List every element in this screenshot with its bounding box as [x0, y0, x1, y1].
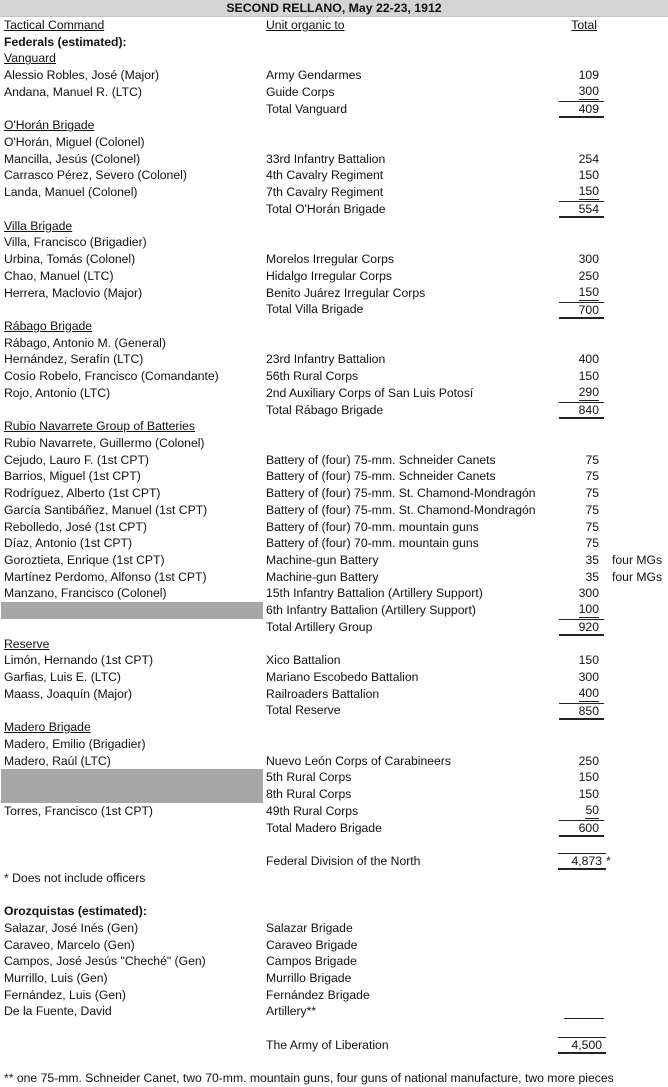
- commander-cell: Murrillo, Luis (Gen): [4, 970, 108, 985]
- total-value: 700: [559, 302, 604, 319]
- commander-cell: Carrasco Pérez, Severo (Colonel): [4, 168, 187, 183]
- table-row: [0, 686, 668, 703]
- strength-cell: 75: [585, 536, 599, 551]
- col-header-total: Total: [571, 18, 597, 32]
- spacer-row: [0, 1054, 668, 1071]
- total-row: [0, 301, 668, 318]
- note-cell: four MGs: [612, 569, 663, 584]
- commander-cell: Rebolledo, José (1st CPT): [4, 519, 147, 534]
- commander-cell: Rojo, Antonio (LTC): [4, 385, 111, 400]
- table-row: [0, 937, 668, 954]
- commander-cell: De la Fuente, David: [4, 1004, 112, 1019]
- unit-cell: Battery of (four) 70-mm. mountain guns: [266, 519, 479, 534]
- strength-cell: 300: [578, 83, 599, 98]
- table-row: [0, 268, 668, 285]
- unit-cell: Hidalgo Irregular Corps: [266, 268, 392, 283]
- spacer-row: [0, 1020, 668, 1037]
- total-row: [0, 853, 668, 870]
- table-row: [0, 569, 668, 586]
- total-label: Total Madero Brigade: [266, 820, 382, 835]
- strength-cell: 150: [578, 284, 599, 299]
- table-row: [0, 502, 668, 519]
- table-row: [0, 753, 668, 770]
- table-row: [0, 786, 668, 803]
- commander-cell: Madero, Raúl (LTC): [4, 753, 111, 768]
- table-row: [0, 602, 668, 619]
- table-row: [0, 234, 668, 251]
- total-row: [0, 1037, 668, 1054]
- total-label: Total Reserve: [266, 703, 341, 718]
- unit-cell: Machine-gun Battery: [266, 553, 379, 567]
- unit-cell: Mariano Escobedo Battalion: [266, 670, 419, 685]
- unit-cell: 33rd Infantry Battalion: [266, 151, 386, 166]
- group-heading: Villa Brigade: [4, 218, 73, 233]
- strength-cell: 100: [578, 602, 599, 617]
- commander-cell: Campos, José Jesús "Cheché" (Gen): [4, 954, 206, 969]
- table-row: [0, 468, 668, 485]
- commander-cell: O'Horán, Miguel (Colonel): [4, 135, 145, 150]
- section-heading: Orozquistas (estimated):: [4, 904, 147, 919]
- total-value: 920: [559, 619, 604, 636]
- table-body: [0, 34, 668, 1087]
- table-row: [0, 535, 668, 552]
- unit-cell: Battery of (four) 70-mm. mountain guns: [266, 536, 479, 551]
- total-label: Total Vanguard: [266, 101, 348, 116]
- unit-cell: Artillery**: [266, 1004, 317, 1019]
- total-label: Total Villa Brigade: [266, 302, 364, 317]
- unit-cell: 56th Rural Corps: [266, 369, 359, 384]
- total-row: [0, 702, 668, 719]
- total-label: Total Artillery Group: [266, 619, 373, 634]
- table-row: [0, 435, 668, 452]
- group-heading-row: [0, 218, 668, 235]
- strength-cell: 250: [578, 268, 599, 283]
- unit-cell: Murrillo Brigade: [266, 970, 352, 985]
- group-heading: Vanguard: [4, 51, 56, 66]
- total-value: 600: [559, 820, 604, 837]
- unit-cell: Battery of (four) 75-mm. Schneider Canets: [266, 469, 496, 484]
- commander-cell: Rodríguez, Alberto (1st CPT): [4, 486, 161, 501]
- group-heading-row: [0, 636, 668, 653]
- table-row: [0, 1003, 668, 1020]
- unit-cell: Morelos Irregular Corps: [266, 252, 395, 267]
- unit-cell: 6th Infantry Battalion (Artillery Support): [266, 603, 476, 618]
- strength-cell: 150: [578, 369, 599, 384]
- group-heading: Reserve: [4, 636, 50, 651]
- strength-cell: 75: [585, 452, 599, 467]
- table-row: [0, 652, 668, 669]
- col-header-tactical-command: Tactical Command: [4, 18, 105, 32]
- strength-cell: 150: [578, 770, 599, 785]
- redacted-cell-block: [1, 602, 263, 619]
- table-row: [0, 552, 668, 569]
- unit-cell: Campos Brigade: [266, 954, 357, 969]
- total-value: 554: [559, 201, 604, 218]
- note-cell: *: [606, 853, 611, 868]
- commander-cell: Rábago, Antonio M. (General): [4, 335, 166, 350]
- section-heading-row: [0, 34, 668, 51]
- table-row: [0, 184, 668, 201]
- commander-cell: Limón, Hernando (1st CPT): [4, 653, 154, 668]
- group-heading: Rábago Brigade: [4, 318, 93, 333]
- group-heading-row: [0, 50, 668, 67]
- strength-cell: 150: [578, 168, 599, 183]
- commander-cell: Martínez Perdomo, Alfonso (1st CPT): [4, 569, 207, 584]
- strength-cell: 35: [585, 553, 599, 567]
- total-row: [0, 619, 668, 636]
- table-row: [0, 285, 668, 302]
- commander-cell: Mancilla, Jesús (Colonel): [4, 151, 141, 166]
- commander-cell: * Does not include officers: [4, 870, 146, 885]
- commander-cell: Goroztieta, Enrique (1st CPT): [4, 553, 165, 567]
- total-label: Total Rábago Brigade: [266, 402, 384, 417]
- unit-cell: 2nd Auxiliary Corps of San Luis Potosí: [266, 385, 474, 400]
- table-row: [0, 151, 668, 168]
- strength-cell: 75: [585, 502, 599, 517]
- table-row: [0, 335, 668, 352]
- unit-cell: Battery of (four) 75-mm. Schneider Canets: [266, 452, 496, 467]
- unit-cell: Railroaders Battalion: [266, 686, 380, 701]
- table-row: [0, 84, 668, 101]
- table-row: [0, 803, 668, 820]
- column-header-row: [0, 17, 668, 34]
- total-label: The Army of Liberation: [266, 1037, 389, 1052]
- section-heading-row: [0, 903, 668, 920]
- commander-cell: Cosío Robelo, Francisco (Comandante): [4, 369, 219, 384]
- spacer-row: [0, 836, 668, 853]
- strength-cell: 35: [585, 569, 599, 584]
- section-heading: Federals (estimated):: [4, 34, 127, 49]
- commander-cell: Maass, Joaquín (Major): [4, 686, 133, 701]
- spacer-row: [0, 886, 668, 903]
- unit-cell: 4th Cavalry Regiment: [266, 168, 384, 183]
- strength-cell: 290: [578, 384, 599, 399]
- group-heading: Rubio Navarrete Group of Batteries: [4, 419, 196, 434]
- document-title: SECOND RELLANO, May 22-23, 1912: [0, 0, 668, 17]
- strength-cell: 150: [578, 184, 599, 199]
- total-label: Total O'Horán Brigade: [266, 201, 386, 216]
- strength-cell: 150: [578, 787, 599, 802]
- table-row: [0, 870, 668, 887]
- table-row: [0, 970, 668, 987]
- unit-cell: Salazar Brigade: [266, 920, 353, 935]
- total-value: 840: [559, 402, 604, 419]
- commander-cell: Rubio Navarrete, Guillermo (Colonel): [4, 435, 205, 450]
- total-value: 409: [559, 101, 604, 118]
- strength-cell: 400: [578, 352, 599, 367]
- table-row: [0, 485, 668, 502]
- commander-cell: Alessio Robles, José (Major): [4, 68, 160, 83]
- table-row: [0, 452, 668, 469]
- group-heading: O'Horán Brigade: [4, 118, 95, 133]
- group-heading-row: [0, 318, 668, 335]
- total-row: [0, 201, 668, 218]
- strength-cell: 75: [585, 486, 599, 501]
- table-row: [0, 669, 668, 686]
- group-heading-row: [0, 418, 668, 435]
- strength-cell: 254: [578, 151, 599, 166]
- footnote-text: ** one 75-mm. Schneider Canet, two 70-mm. mountain guns, four guns of national manufacture, two more pieces: [4, 1071, 614, 1086]
- commander-cell: Hernández, Serafín (LTC): [4, 352, 144, 367]
- strength-cell: 75: [585, 519, 599, 534]
- total-row: [0, 101, 668, 118]
- unit-cell: Battery of (four) 75-mm. St. Chamond-Mondragón: [266, 486, 536, 501]
- strength-cell: 300: [578, 252, 599, 267]
- commander-cell: Andana, Manuel R. (LTC): [4, 84, 142, 99]
- table-row: [0, 167, 668, 184]
- total-label: Federal Division of the North: [266, 853, 421, 868]
- commander-cell: Caraveo, Marcelo (Gen): [4, 937, 135, 952]
- strength-cell: 250: [578, 753, 599, 768]
- unit-cell: Xico Battalion: [266, 653, 341, 668]
- unit-cell: Army Gendarmes: [266, 68, 362, 83]
- unit-cell: 23rd Infantry Battalion: [266, 352, 386, 367]
- commander-cell: Cejudo, Lauro F. (1st CPT): [4, 452, 149, 467]
- commander-cell: Villa, Francisco (Brigadier): [4, 235, 147, 250]
- note-cell: four MGs: [612, 553, 663, 567]
- table-row: [0, 519, 668, 536]
- commander-cell: Madero, Emilio (Brigadier): [4, 736, 146, 751]
- unit-cell: Battery of (four) 75-mm. St. Chamond-Mondragón: [266, 502, 536, 517]
- total-value: 4,500: [558, 1037, 606, 1054]
- group-heading-row: [0, 117, 668, 134]
- table-row: [0, 769, 668, 786]
- strength-cell: 400: [578, 685, 599, 700]
- unit-cell: 7th Cavalry Regiment: [266, 185, 384, 200]
- table-row: [0, 385, 668, 402]
- strength-cell: 300: [578, 586, 599, 601]
- unit-cell: Benito Juárez Irregular Corps: [266, 285, 426, 300]
- table-row: [0, 134, 668, 151]
- table-row: [0, 953, 668, 970]
- commander-cell: Garfias, Luis E. (LTC): [4, 670, 121, 685]
- sum-underline: [564, 1003, 604, 1019]
- unit-cell: Guide Corps: [266, 84, 335, 99]
- group-heading-row: [0, 719, 668, 736]
- strength-cell: 75: [585, 469, 599, 484]
- commander-cell: Herrera, Maclovio (Major): [4, 285, 143, 300]
- total-row: [0, 820, 668, 837]
- group-heading: Madero Brigade: [4, 720, 91, 735]
- table-row: [0, 368, 668, 385]
- commander-cell: Manzano, Francisco (Colonel): [4, 586, 167, 601]
- table-row: [0, 351, 668, 368]
- strength-cell: 300: [578, 670, 599, 685]
- commander-cell: Díaz, Antonio (1st CPT): [4, 536, 133, 551]
- strength-cell: 50: [585, 802, 599, 817]
- unit-cell: 5th Rural Corps: [266, 770, 352, 785]
- unit-cell: Nuevo León Corps of Carabineers: [266, 753, 451, 768]
- unit-cell: Machine-gun Battery: [266, 569, 379, 584]
- commander-cell: Torres, Francisco (1st CPT): [4, 803, 153, 818]
- unit-cell: Fernández Brigade: [266, 987, 370, 1002]
- table-row: [0, 251, 668, 268]
- commander-cell: Barrios, Miguel (1st CPT): [4, 469, 141, 484]
- total-value: 4,873: [558, 853, 606, 870]
- unit-cell: 15th Infantry Battalion (Artillery Support): [266, 586, 483, 601]
- strength-cell: 109: [578, 68, 599, 83]
- strength-cell: 150: [578, 653, 599, 668]
- unit-cell: Caraveo Brigade: [266, 937, 358, 952]
- commander-cell: Landa, Manuel (Colonel): [4, 185, 138, 200]
- table-row: [0, 585, 668, 602]
- table-row: [0, 67, 668, 84]
- commander-cell: García Santibáñez, Manuel (1st CPT): [4, 502, 208, 517]
- total-row: [0, 402, 668, 419]
- table-row: [0, 987, 668, 1004]
- total-value: 850: [559, 703, 604, 720]
- table-row: [0, 736, 668, 753]
- commander-cell: Salazar, José Inés (Gen): [4, 920, 139, 935]
- col-header-unit: Unit organic to: [266, 18, 345, 32]
- unit-cell: 8th Rural Corps: [266, 787, 352, 802]
- commander-cell: Urbina, Tomás (Colonel): [4, 252, 136, 267]
- table-row: [0, 920, 668, 937]
- commander-cell: Fernández, Luis (Gen): [4, 987, 126, 1002]
- unit-cell: 49th Rural Corps: [266, 803, 359, 818]
- commander-cell: Chao, Manuel (LTC): [4, 268, 114, 283]
